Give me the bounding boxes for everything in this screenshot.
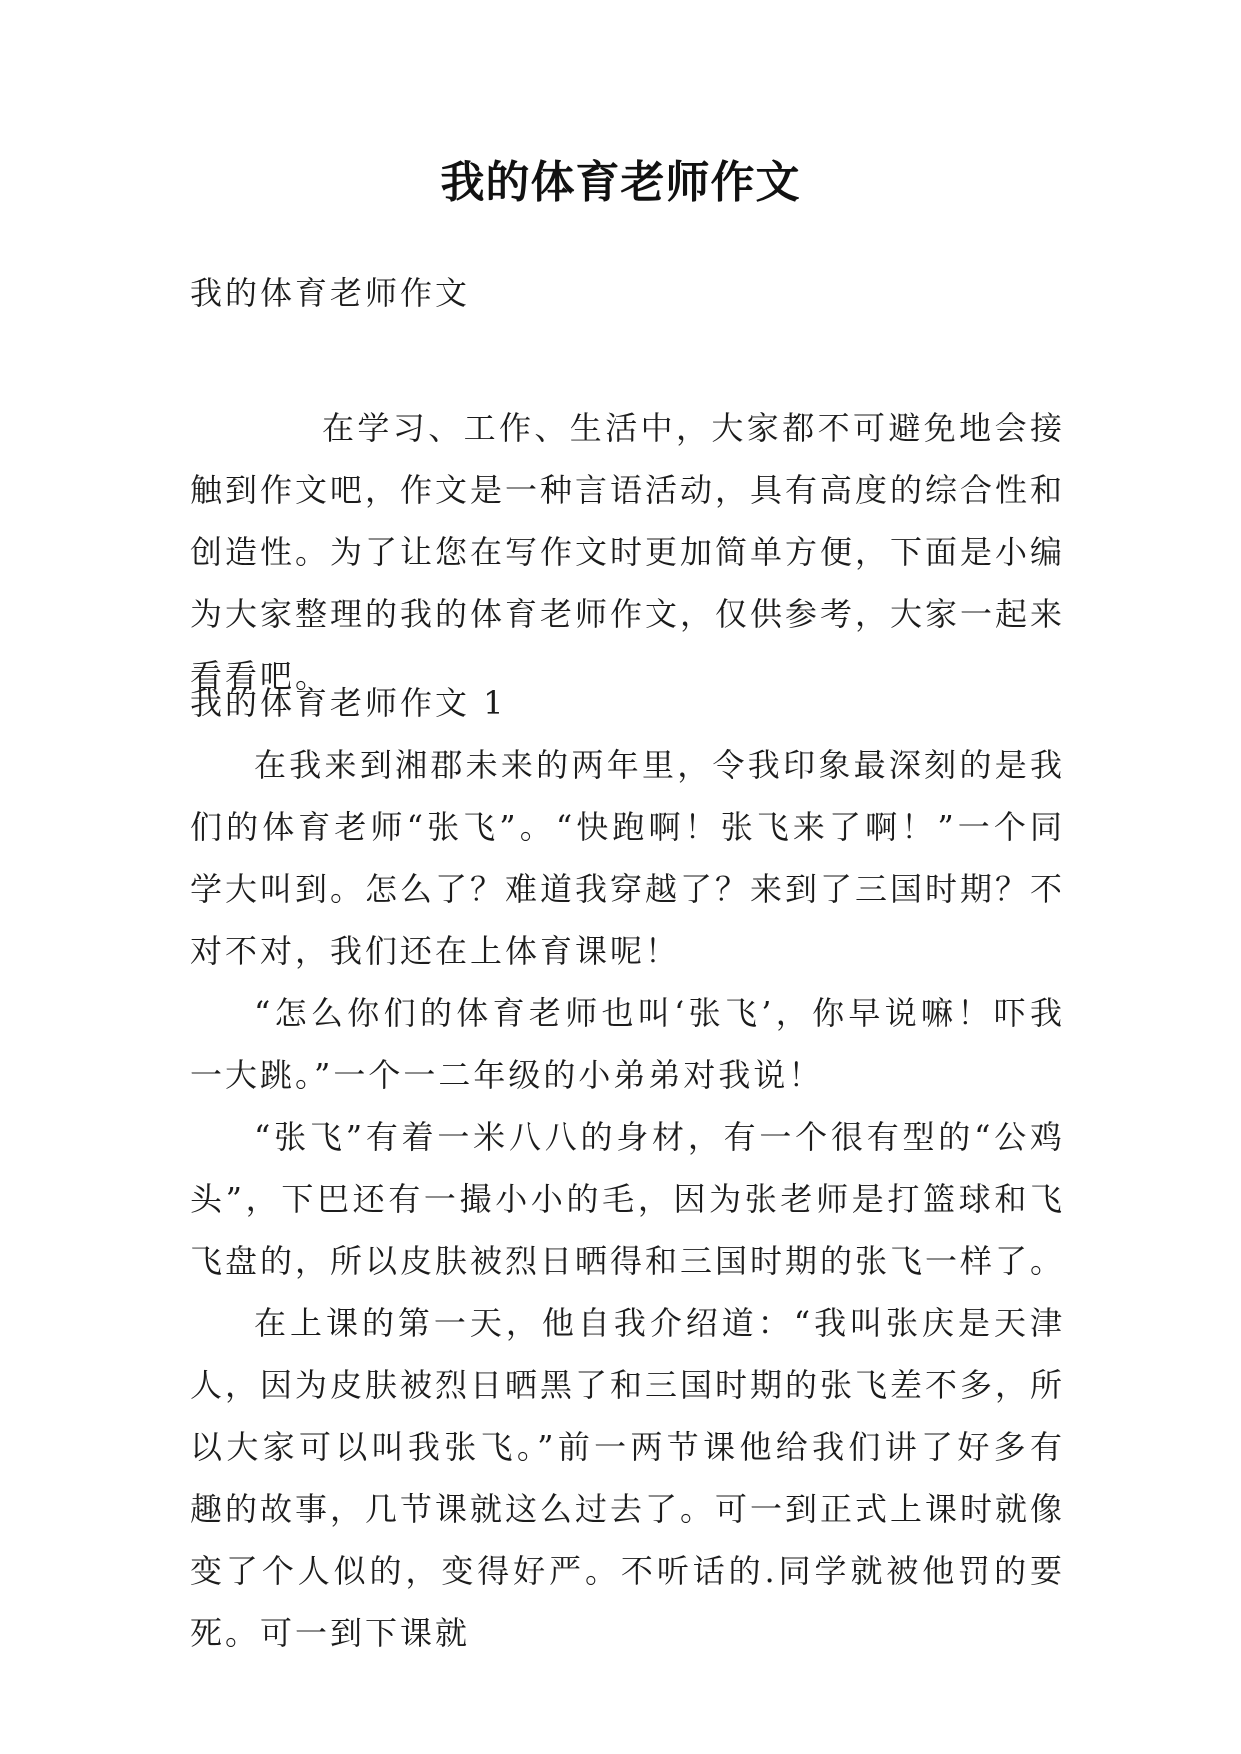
body-paragraph-2: “怎么你们的体育老师也叫‘张飞’，你早说嘛！吓我一大跳。”一个一二年级的小弟弟对我说！ bbox=[190, 994, 1065, 1094]
body-paragraph-4: 在上课的第一天，他自我介绍道：“我叫张庆是天津人，因为皮肤被烈日晒黑了和三国时期的张飞差不多，所以大家可以叫我张飞。”前一两节课他给我们讲了好多有趣的故事，几节课就这么过去了。可一到正式上课时就像变了个人似的，变得好严。不听话的.同学就被他罚的要死。可一到下课就 bbox=[190, 1304, 1066, 1652]
body-paragraph-3: “张飞”有着一米八八的身材，有一个很有型的“公鸡头”，下巴还有一撮小小的毛，因为张老师是打篮球和飞飞盘的，所以皮肤被烈日晒得和三国时期的张飞一样了。 bbox=[190, 1118, 1066, 1280]
intro-paragraph: 在学习、工作、生活中，大家都不可避免地会接触到作文吧，作文是一种言语活动，具有高度的综合性和创造性。为了让您在写作文时更加简单方便，下面是小编为大家整理的我的体育老师作文，仅供参考，大家一起来看看吧。 bbox=[190, 409, 1066, 695]
document-title: 我的体育老师作文 bbox=[440, 157, 801, 208]
document-subtitle: 我的体育老师作文 bbox=[190, 274, 471, 312]
section-heading: 我的体育老师作文 1 bbox=[190, 684, 507, 722]
body-paragraph-1: 在我来到湘郡未来的两年里，令我印象最深刻的是我们的体育老师“张飞”。“快跑啊！张飞来了啊！”一个同学大叫到。怎么了？难道我穿越了？来到了三国时期？不对不对，我们还在上体育课呢！ bbox=[190, 746, 1066, 970]
